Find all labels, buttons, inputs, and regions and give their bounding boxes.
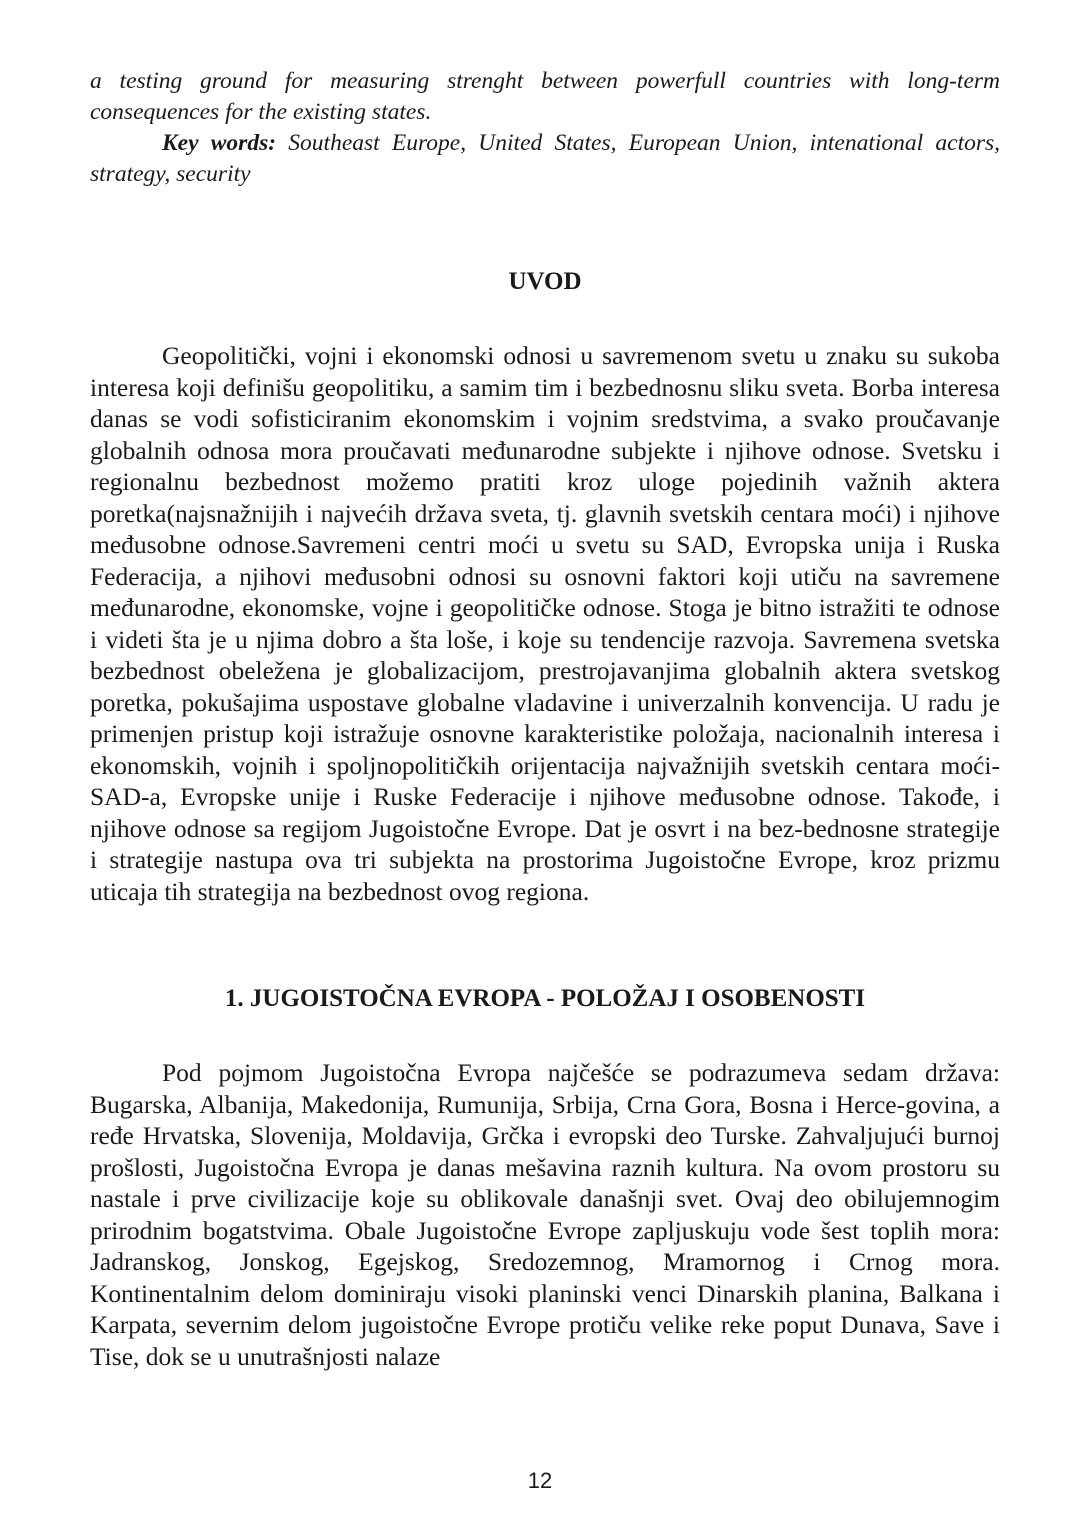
abstract-continuation: a testing ground for measuring strenght between powerfull countries with long-term consequences for the existing states. <box>90 68 1000 125</box>
keywords-line <box>90 128 1000 190</box>
section-1-paragraph: Pod pojmom Jugoistočna Evropa najčešće se podrazumeva sedam država: Bugarska, Albanija, Makedonija, Rumunija, Srbija, Crna Gora, Bosna i Herce-govina, a ređe Hrvatska, Slovenija, Moldavija, Grčka i evropski deo Turske. Zahvaljujući burnoj prošlosti, Jugoistočna Evropa je danas mešavina raznih kultura. Na ovom prostoru su nastale i prve civilizacije koje su oblikovale današnji svet. Ovaj deo obilujemnogim prirodnim bogatstvima. Obale Jugoistočne Evrope zapljuskuju vode šest toplih mora: Jadranskog, Jonskog, Egejskog, Sredozemnog, Mramornog i Crnog mora. Kontinentalnim delom dominiraju visoki planinski venci Dinarskih planina, Balkana i Karpata, severnim delom jugoistočne Evrope protiču velike reke poput Dunava, Save i Tise, dok se u unutrašnjosti nalaze <box>90 1058 1000 1371</box>
keywords-text: Southeast Europe, United States, European Union, intenational actors, strategy, security <box>90 130 1001 187</box>
section-1-heading: 1. JUGOISTOČNA EVROPA - POLOŽAJ I OSOBENOSTI <box>224 985 866 1012</box>
intro-paragraph: Geopolitički, vojni i ekonomski odnosi u savremenom svetu u znaku su sukoba interesa koji definišu geopolitiku, a samim tim i bezbednosnu sliku sveta. Borba interesa danas se vodi sofisticiranim ekonomskim i vojnim sredstvima, a svako proučavanje globalnih odnosa mora proučavati međunarodne subjekte i njihove odnose. Svetsku i regionalnu bezbednost možemo pratiti kroz uloge pojedinih važnih aktera poretka(najsnažnijih i najvećih država sveta, tj. glavnih svetskih centara moći) i njihove međusobne odnose.Savremeni centri moći u svetu su SAD, Evropska unija i Ruska Federacija, a njihovi međusobni odnosi su osnovni faktori koji utiču na savremene međunarodne, ekonomske, vojne i geopolitičke odnose. Stoga je bitno istražiti te odnose i videti šta je u njima dobro a šta loše, i koje su tendencije razvoja. Savremena svetska bezbednost obeležena je globalizacijom, prestrojavanjima globalnih aktera svetskog poretka, pokušajima uspostave globalne vladavine i univerzalnih konvencija. U radu je primenjen pristup koji istražuje osnovne karakteristike položaja, nacionalnih interesa i ekonomskih, vojnih i spoljnopolitičkih orijentacija najvažnijih svetskih centara moći- SAD-a, Evropske unije i Ruske Federacije i njihove međusobne odnose. Takođe, i njihove odnose sa regijom Jugoistočne Evrope. Dat je osvrt i na bez-bednosne strategije i strategije nastupa ova tri subjekta na prostorima Jugoistočne Evrope, kroz prizmu uticaja tih strategija na bezbednost ovog regiona. <box>90 341 1000 906</box>
keywords-label: Key words: <box>162 130 277 156</box>
intro-heading: UVOD <box>508 268 582 295</box>
page-number: 12 <box>527 1468 553 1493</box>
